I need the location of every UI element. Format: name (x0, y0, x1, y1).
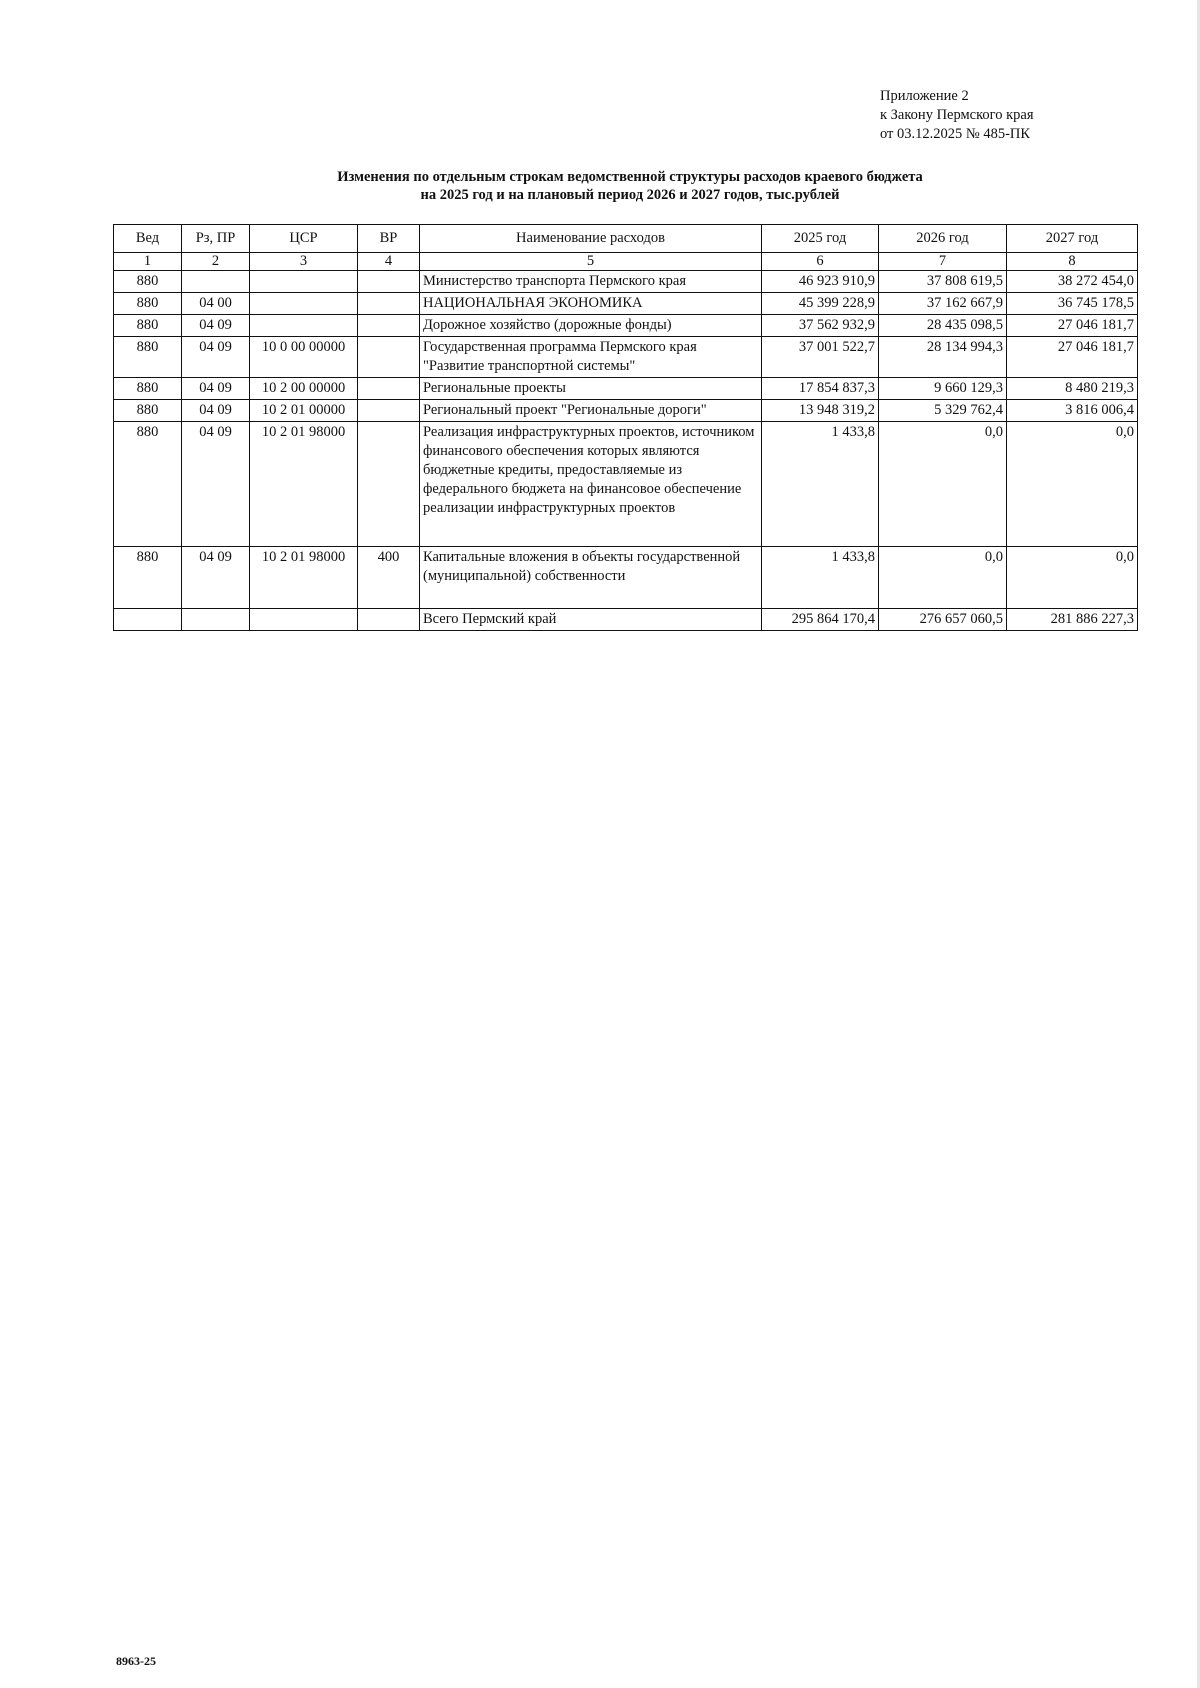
cell-2026: 9 660 129,3 (879, 378, 1007, 400)
cell-2025: 46 923 910,9 (762, 271, 879, 293)
document-code: 8963-25 (116, 1654, 156, 1668)
cell-csr (250, 293, 358, 315)
cell-vr (358, 315, 420, 337)
header-2027: 2027 год (1007, 225, 1138, 253)
cell-rz-pr: 04 09 (182, 400, 250, 422)
document-title-line-1: Изменения по отдельным строкам ведомственной структуры расходов краевого бюджета (337, 169, 923, 185)
column-number: 2 (182, 253, 250, 271)
cell-name: НАЦИОНАЛЬНАЯ ЭКОНОМИКА (420, 293, 762, 315)
cell-csr (250, 271, 358, 293)
column-number: 5 (420, 253, 762, 271)
cell-name: Капитальные вложения в объекты государственной (муниципальной) собственности (420, 547, 762, 609)
cell-csr: 10 2 01 98000 (250, 547, 358, 609)
column-number-row (114, 253, 1138, 271)
cell-ved: 880 (114, 337, 182, 378)
cell-vr (358, 337, 420, 378)
cell-vr (358, 609, 420, 631)
table-row (114, 315, 1138, 337)
attachment-line-1: Приложение 2 (880, 88, 969, 104)
column-number: 4 (358, 253, 420, 271)
budget-table (113, 224, 1138, 631)
cell-2027: 0,0 (1007, 547, 1138, 609)
cell-ved: 880 (114, 422, 182, 547)
cell-ved: 880 (114, 271, 182, 293)
cell-vr (358, 378, 420, 400)
attachment-line-3: от 03.12.2025 № 485-ПК (880, 126, 1031, 142)
cell-ved: 880 (114, 315, 182, 337)
cell-2027: 3 816 006,4 (1007, 400, 1138, 422)
cell-2027: 38 272 454,0 (1007, 271, 1138, 293)
cell-2025: 17 854 837,3 (762, 378, 879, 400)
header-csr: ЦСР (250, 225, 358, 253)
cell-2027: 8 480 219,3 (1007, 378, 1138, 400)
table-total-row (114, 609, 1138, 631)
table-row (114, 400, 1138, 422)
cell-ved (114, 609, 182, 631)
cell-2026: 28 435 098,5 (879, 315, 1007, 337)
header-vr: ВР (358, 225, 420, 253)
cell-rz-pr (182, 271, 250, 293)
table-row (114, 271, 1138, 293)
cell-2027: 27 046 181,7 (1007, 337, 1138, 378)
table-row (114, 378, 1138, 400)
cell-2026: 37 808 619,5 (879, 271, 1007, 293)
cell-2027: 27 046 181,7 (1007, 315, 1138, 337)
column-number: 7 (879, 253, 1007, 271)
table-row (114, 337, 1138, 378)
column-number: 3 (250, 253, 358, 271)
cell-ved: 880 (114, 547, 182, 609)
cell-csr (250, 315, 358, 337)
cell-rz-pr: 04 09 (182, 315, 250, 337)
cell-name: Министерство транспорта Пермского края (420, 271, 762, 293)
cell-csr: 10 2 01 00000 (250, 400, 358, 422)
header-2025: 2025 год (762, 225, 879, 253)
cell-rz-pr: 04 09 (182, 422, 250, 547)
header-2026: 2026 год (879, 225, 1007, 253)
header-ved: Вед (114, 225, 182, 253)
cell-csr: 10 0 00 00000 (250, 337, 358, 378)
cell-name: Государственная программа Пермского края "Развитие транспортной системы" (420, 337, 762, 378)
cell-2026: 0,0 (879, 422, 1007, 547)
header-rz-pr: Рз, ПР (182, 225, 250, 253)
cell-2026: 37 162 667,9 (879, 293, 1007, 315)
cell-2027: 281 886 227,3 (1007, 609, 1138, 631)
cell-2025: 1 433,8 (762, 422, 879, 547)
cell-2025: 1 433,8 (762, 547, 879, 609)
attachment-note (880, 87, 1034, 144)
column-number: 1 (114, 253, 182, 271)
table-row (114, 547, 1138, 609)
cell-2025: 45 399 228,9 (762, 293, 879, 315)
table-row (114, 422, 1138, 547)
cell-2027: 36 745 178,5 (1007, 293, 1138, 315)
cell-vr (358, 400, 420, 422)
table-row (114, 293, 1138, 315)
cell-2025: 37 562 932,9 (762, 315, 879, 337)
cell-2025: 37 001 522,7 (762, 337, 879, 378)
cell-rz-pr (182, 609, 250, 631)
cell-rz-pr: 04 09 (182, 547, 250, 609)
cell-csr: 10 2 01 98000 (250, 422, 358, 547)
cell-vr (358, 422, 420, 547)
cell-ved: 880 (114, 400, 182, 422)
cell-2026: 28 134 994,3 (879, 337, 1007, 378)
cell-vr (358, 293, 420, 315)
attachment-line-2: к Закону Пермского края (880, 107, 1034, 123)
column-number: 8 (1007, 253, 1138, 271)
cell-rz-pr: 04 09 (182, 337, 250, 378)
cell-name: Реализация инфраструктурных проектов, источником финансового обеспечения которых являются бюджетные кредиты, предоставляемые из федерального бюджета на финансовое обеспечение реализации инфраструктурных проектов (420, 422, 762, 547)
cell-name: Дорожное хозяйство (дорожные фонды) (420, 315, 762, 337)
column-number: 6 (762, 253, 879, 271)
cell-2026: 5 329 762,4 (879, 400, 1007, 422)
header-name: Наименование расходов (420, 225, 762, 253)
cell-vr (358, 271, 420, 293)
table-header-row (114, 225, 1138, 253)
cell-name: Всего Пермский край (420, 609, 762, 631)
cell-rz-pr: 04 09 (182, 378, 250, 400)
cell-2026: 276 657 060,5 (879, 609, 1007, 631)
cell-2025: 13 948 319,2 (762, 400, 879, 422)
cell-ved: 880 (114, 378, 182, 400)
cell-name: Региональный проект "Региональные дороги" (420, 400, 762, 422)
cell-2027: 0,0 (1007, 422, 1138, 547)
cell-csr (250, 609, 358, 631)
cell-vr: 400 (358, 547, 420, 609)
document-title (190, 168, 1070, 204)
document-title-line-2: на 2025 год и на плановый период 2026 и 2027 годов, тыс.рублей (420, 187, 840, 203)
cell-csr: 10 2 00 00000 (250, 378, 358, 400)
cell-rz-pr: 04 00 (182, 293, 250, 315)
cell-name: Региональные проекты (420, 378, 762, 400)
cell-ved: 880 (114, 293, 182, 315)
cell-2025: 295 864 170,4 (762, 609, 879, 631)
cell-2026: 0,0 (879, 547, 1007, 609)
